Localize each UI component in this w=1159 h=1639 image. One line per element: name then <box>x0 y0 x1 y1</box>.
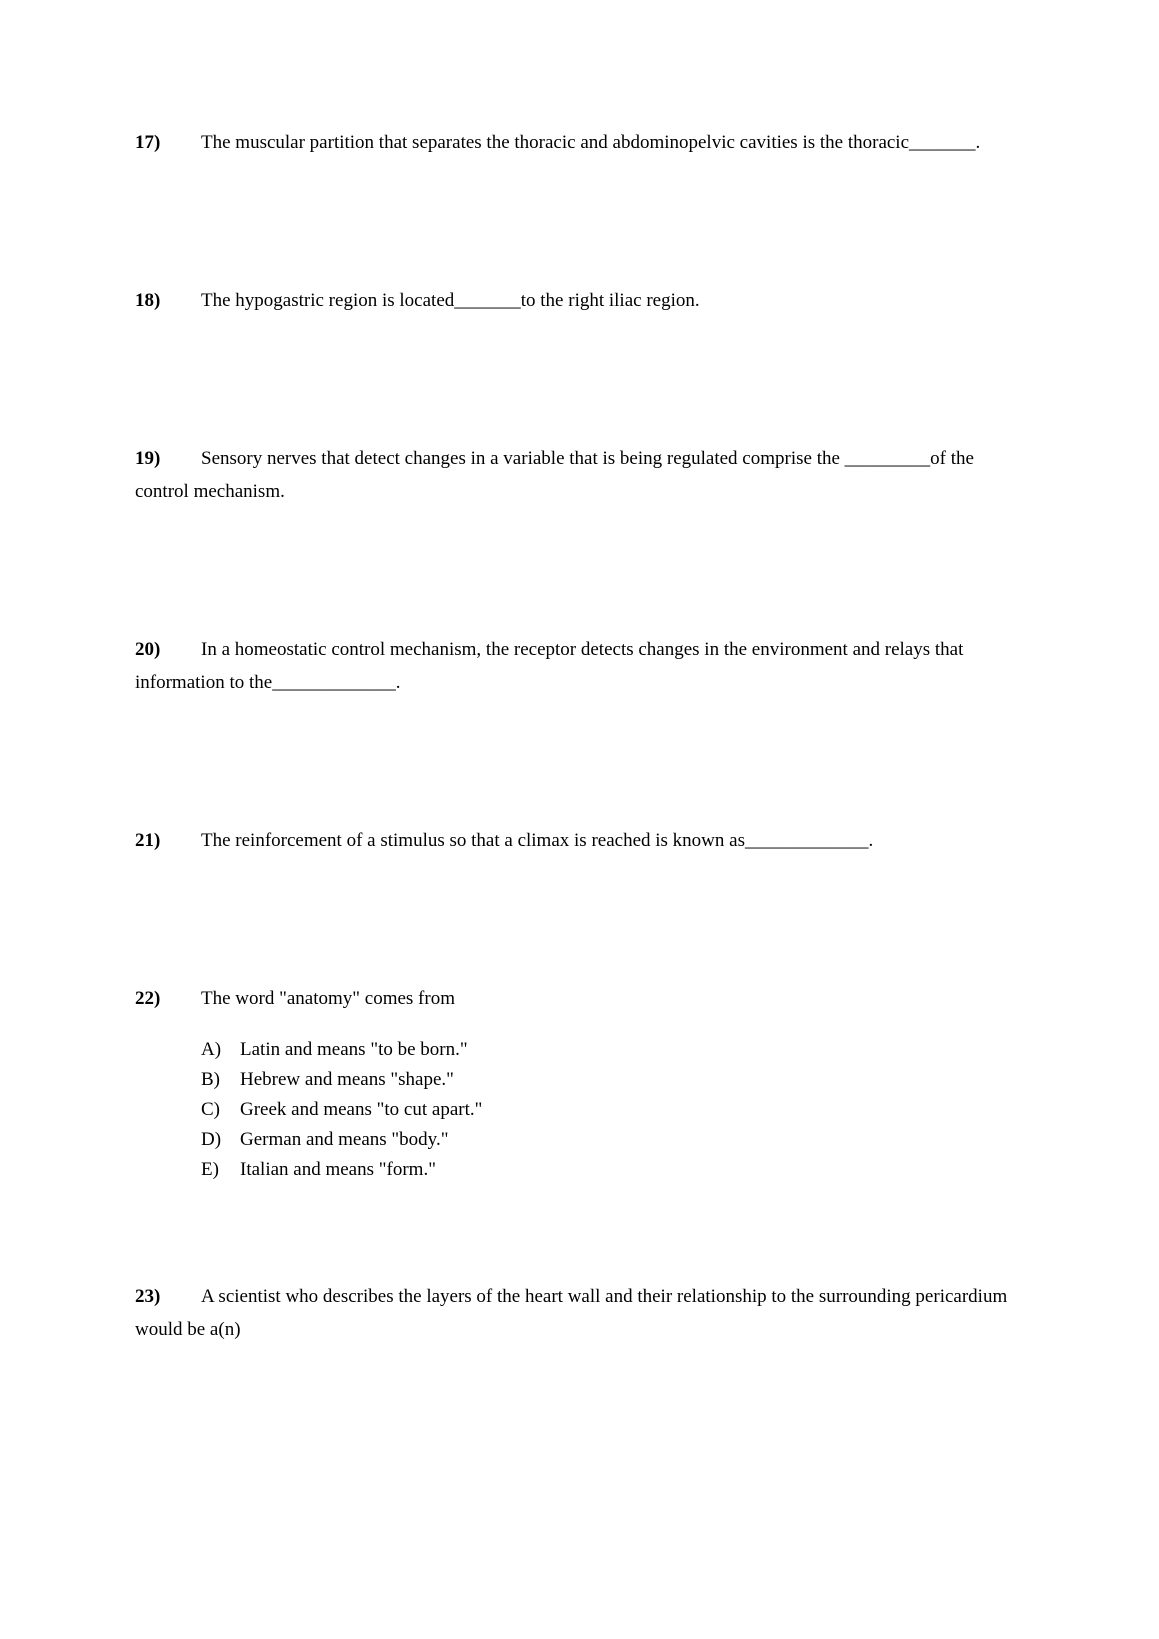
option-label: B) <box>201 1069 220 1090</box>
option-e <box>201 1155 1024 1185</box>
question-21 <box>135 824 1024 857</box>
question-text: A scientist who describes the layers of the heart wall and their relationship to the surrounding pericardium would be a(n) <box>135 1286 1012 1340</box>
question-18 <box>135 284 1024 317</box>
question-text: The word "anatomy" comes from <box>201 988 455 1009</box>
question-number: 23) <box>135 1286 161 1307</box>
question-number: 19) <box>135 448 161 469</box>
option-label: C) <box>201 1099 220 1120</box>
question-23 <box>135 1280 1024 1346</box>
question-number: 20) <box>135 639 161 660</box>
question-19 <box>135 442 1024 508</box>
question-text: The reinforcement of a stimulus so that a climax is reached is known as_____________. <box>201 830 874 851</box>
question-number: 22) <box>135 988 161 1009</box>
question-text: In a homeostatic control mechanism, the receptor detects changes in the environment and relays that information to the_____________. <box>135 639 969 693</box>
option-text: Hebrew and means "shape." <box>240 1069 454 1090</box>
option-label: A) <box>201 1039 222 1060</box>
question-17 <box>135 126 1024 159</box>
question-text: Sensory nerves that detect changes in a variable that is being regulated comprise the _________of the control mechanism. <box>135 448 979 502</box>
question-text: The hypogastric region is located_______to the right iliac region. <box>201 290 700 311</box>
option-label: E) <box>201 1159 219 1180</box>
option-d <box>201 1125 1024 1155</box>
question-number: 17) <box>135 132 161 153</box>
option-c <box>201 1095 1024 1125</box>
question-number: 18) <box>135 290 161 311</box>
question-22-stem <box>135 982 1024 1015</box>
option-b <box>201 1065 1024 1095</box>
option-text: Italian and means "form." <box>240 1159 436 1180</box>
question-20 <box>135 633 1024 699</box>
option-text: Latin and means "to be born." <box>240 1039 468 1060</box>
option-label: D) <box>201 1129 222 1150</box>
question-text: The muscular partition that separates the thoracic and abdominopelvic cavities is the thoracic_______. <box>201 132 981 153</box>
option-text: Greek and means "to cut apart." <box>240 1099 483 1120</box>
question-22-options <box>135 1035 1024 1185</box>
question-number: 21) <box>135 830 161 851</box>
option-text: German and means "body." <box>240 1129 449 1150</box>
question-22 <box>135 982 1024 1185</box>
option-a <box>201 1035 1024 1065</box>
